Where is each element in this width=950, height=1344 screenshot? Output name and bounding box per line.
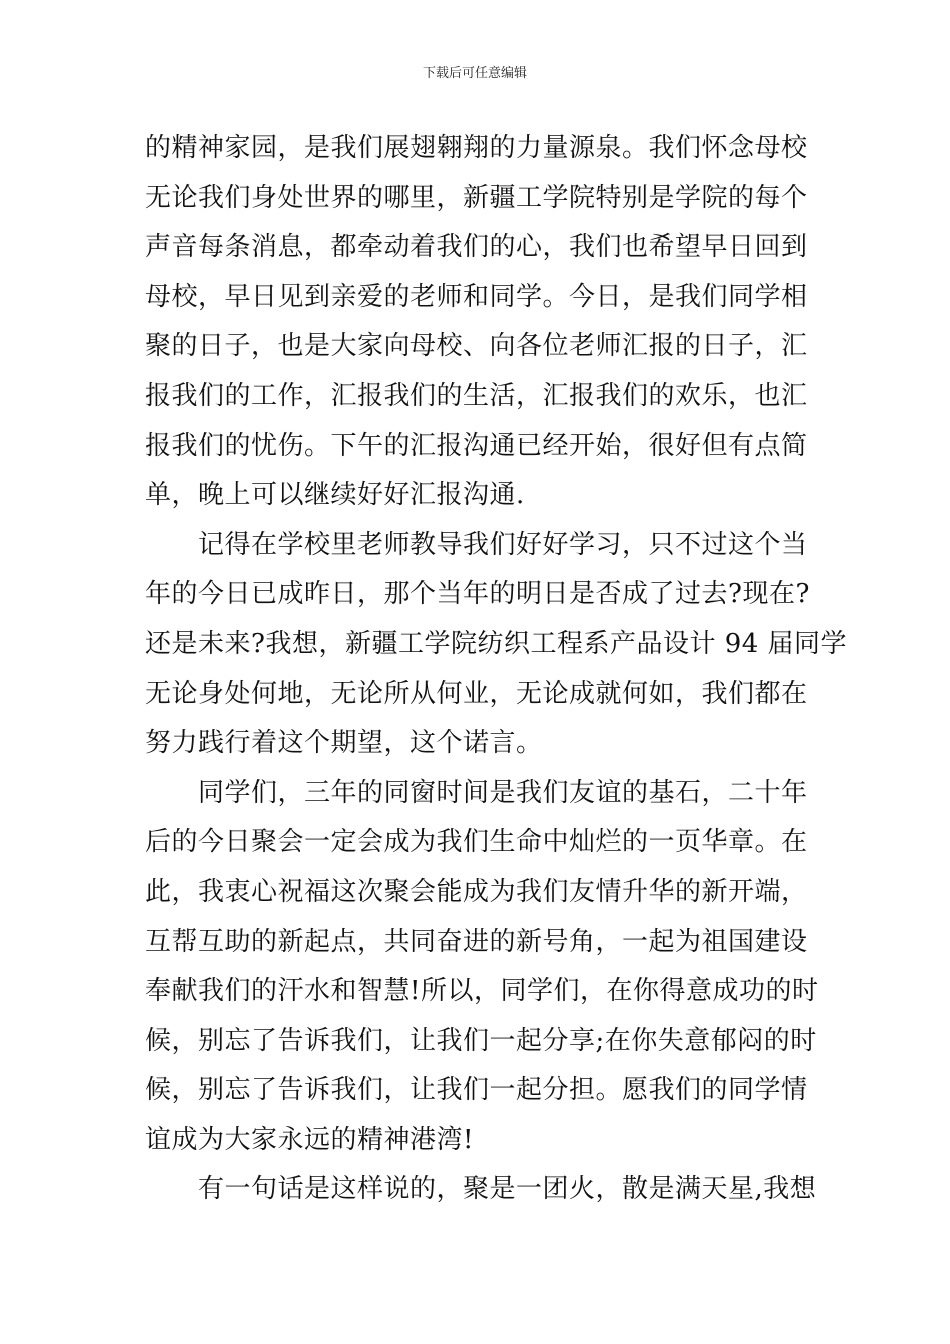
- text-line: 候，别忘了告诉我们，让我们一起分享;在你失意郁闷的时: [145, 1025, 817, 1056]
- document-body: [145, 124, 848, 1215]
- text-line: 年的今日已成昨日，那个当年的明日是否成了过去?现在?: [145, 579, 810, 610]
- text-line: 母校，早日见到亲爱的老师和同学。今日，是我们同学相: [145, 281, 808, 312]
- text-line: 谊成为大家永远的精神港湾!: [145, 1124, 474, 1155]
- paragraph-start-line: 有一句话是这样说的，聚是一团火，散是满天星,我想: [198, 1174, 817, 1205]
- text-line: 单，晚上可以继续好好汇报沟通.: [145, 480, 525, 511]
- text-line: 声音每条消息，都牵动着我们的心，我们也希望早日回到: [145, 232, 808, 263]
- text-line: 奉献我们的汗水和智慧!所以，同学们，在你得意成功的时: [145, 976, 819, 1007]
- page-header: 下载后可任意编辑: [422, 66, 527, 81]
- text-line: 还是未来?我想，新疆工学院纺织工程系产品设计 94 届同学: [145, 628, 848, 659]
- paragraph-start-line: 同学们，三年的同窗时间是我们友谊的基石，二十年: [198, 777, 808, 808]
- text-line: 无论我们身处世界的哪里，新疆工学院特别是学院的每个: [145, 182, 808, 213]
- text-line: 聚的日子，也是大家向母校、向各位老师汇报的日子，汇: [145, 331, 808, 362]
- text-line: 报我们的忧伤。下午的汇报沟通已经开始，很好但有点简: [145, 430, 808, 461]
- text-line: 报我们的工作，汇报我们的生活，汇报我们的欢乐，也汇: [145, 380, 808, 411]
- text-line: 的精神家园，是我们展翅翱翔的力量源泉。我们怀念母校: [145, 133, 808, 163]
- text-line: 努力践行着这个期望，这个诺言。: [145, 728, 543, 759]
- text-line: 无论身处何地，无论所从何业，无论成就何如，我们都在: [145, 678, 808, 709]
- text-line: 候，别忘了告诉我们，让我们一起分担。愿我们的同学情: [145, 1075, 808, 1106]
- text-line: 此，我衷心祝福这次聚会能成为我们友情升华的新开端，: [145, 876, 808, 907]
- paragraph-start-line: 记得在学校里老师教导我们好好学习，只不过这个当: [198, 529, 808, 560]
- text-line: 后的今日聚会一定会成为我们生命中灿烂的一页华章。在: [145, 827, 808, 858]
- text-line: 互帮互助的新起点，共同奋进的新号角，一起为祖国建设: [145, 926, 808, 957]
